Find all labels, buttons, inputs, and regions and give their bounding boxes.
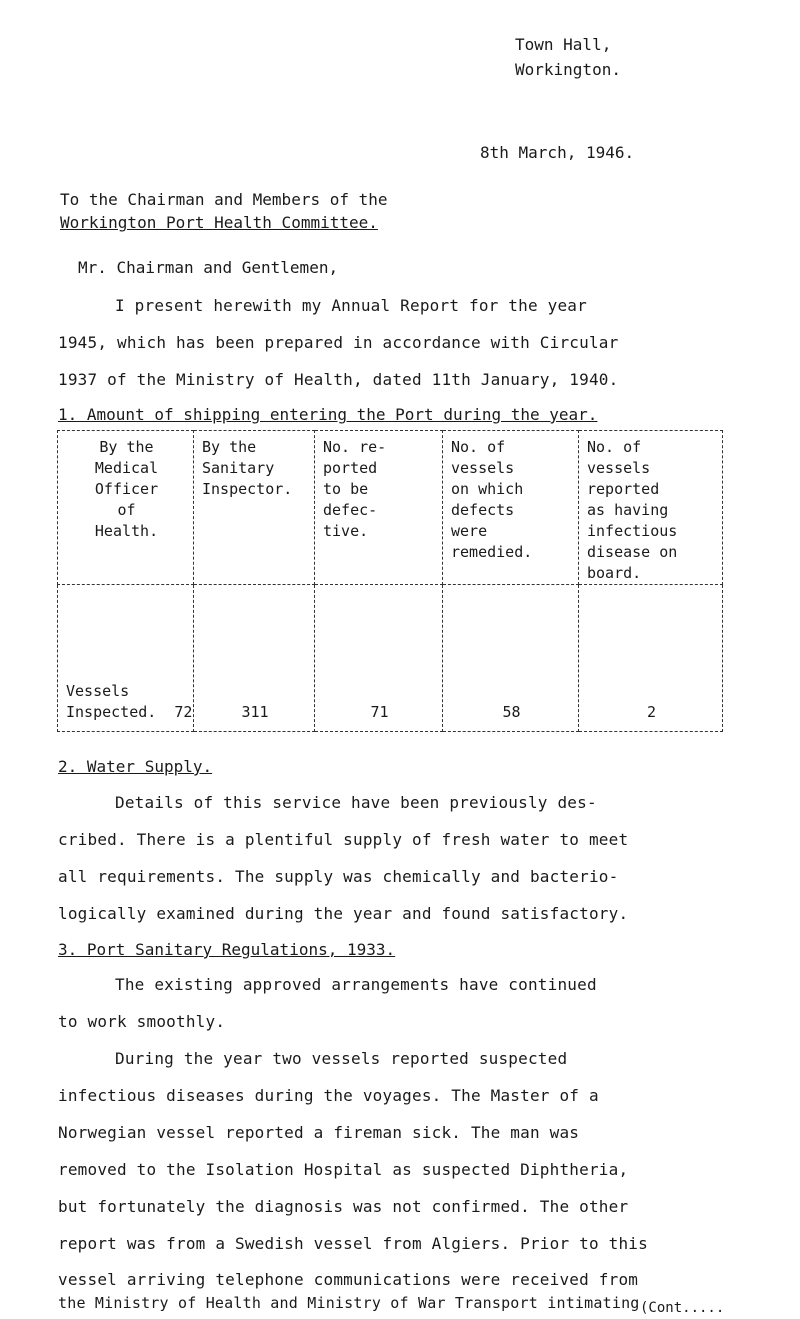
value-medical-officer: 72 xyxy=(174,703,193,721)
recipient-line-1: To the Chairman and Members of the xyxy=(60,190,388,209)
shipping-table xyxy=(57,430,723,732)
section-3-heading: 3. Port Sanitary Regulations, 1933. xyxy=(58,940,396,959)
section-1-heading: 1. Amount of shipping entering the Port during the year. xyxy=(58,405,598,424)
infection-line-2: infectious diseases during the voyages. The Master of a xyxy=(58,1086,599,1105)
letter-date: 8th March, 1946. xyxy=(480,143,635,162)
infection-line-7: vessel arriving telephone communications were received from xyxy=(58,1270,639,1289)
value-infectious-disease: 2 xyxy=(579,585,723,732)
water-line-4: logically examined during the year and found satisfactory. xyxy=(58,904,629,923)
section-2-heading: 2. Water Supply. xyxy=(58,757,213,776)
header-defects-remedied: No. of vessels on which defects were remedied. xyxy=(443,431,579,585)
intro-line-3: 1937 of the Ministry of Health, dated 11th January, 1940. xyxy=(58,370,619,389)
water-line-3: all requirements. The supply was chemically and bacterio- xyxy=(58,867,619,886)
header-infectious-disease: No. of vessels reported as having infectious disease on board. xyxy=(579,431,723,585)
header-sanitary-inspector: By the Sanitary Inspector. xyxy=(194,431,315,585)
header-medical-officer: By the Medical Officer of Health. xyxy=(58,431,194,585)
recipient-line-2: Workington Port Health Committee. xyxy=(60,213,378,232)
value-reported-defective: 71 xyxy=(315,585,443,732)
water-line-2: cribed. There is a plentiful supply of fresh water to meet xyxy=(58,830,629,849)
intro-line-2: 1945, which has been prepared in accordance with Circular xyxy=(58,333,619,352)
value-defects-remedied: 58 xyxy=(443,585,579,732)
infection-line-5: but fortunately the diagnosis was not confirmed. The other xyxy=(58,1197,629,1216)
address-line-2: Workington. xyxy=(515,60,621,79)
infection-line-8: the Ministry of Health and Ministry of War Transport intimating xyxy=(58,1294,640,1312)
row-label-vessels-inspected: Vessels Inspected. 72 xyxy=(58,585,194,732)
infection-line-6: report was from a Swedish vessel from Algiers. Prior to this xyxy=(58,1234,648,1253)
infection-line-4: removed to the Isolation Hospital as suspected Diphtheria, xyxy=(58,1160,629,1179)
salutation: Mr. Chairman and Gentlemen, xyxy=(78,258,339,277)
infection-line-3: Norwegian vessel reported a fireman sick. The man was xyxy=(58,1123,580,1142)
regulations-line-2: to work smoothly. xyxy=(58,1012,226,1031)
regulations-line-1: The existing approved arrangements have continued xyxy=(115,975,597,994)
header-reported-defective: No. re- ported to be defec- tive. xyxy=(315,431,443,585)
water-line-1: Details of this service have been previously des- xyxy=(115,793,597,812)
address-line-1: Town Hall, xyxy=(515,35,612,54)
continued-note: (Cont..... xyxy=(640,1300,725,1316)
intro-line-1: I present herewith my Annual Report for the year xyxy=(115,296,587,315)
value-sanitary-inspector: 311 xyxy=(194,585,315,732)
infection-line-1: During the year two vessels reported suspected xyxy=(115,1049,568,1068)
